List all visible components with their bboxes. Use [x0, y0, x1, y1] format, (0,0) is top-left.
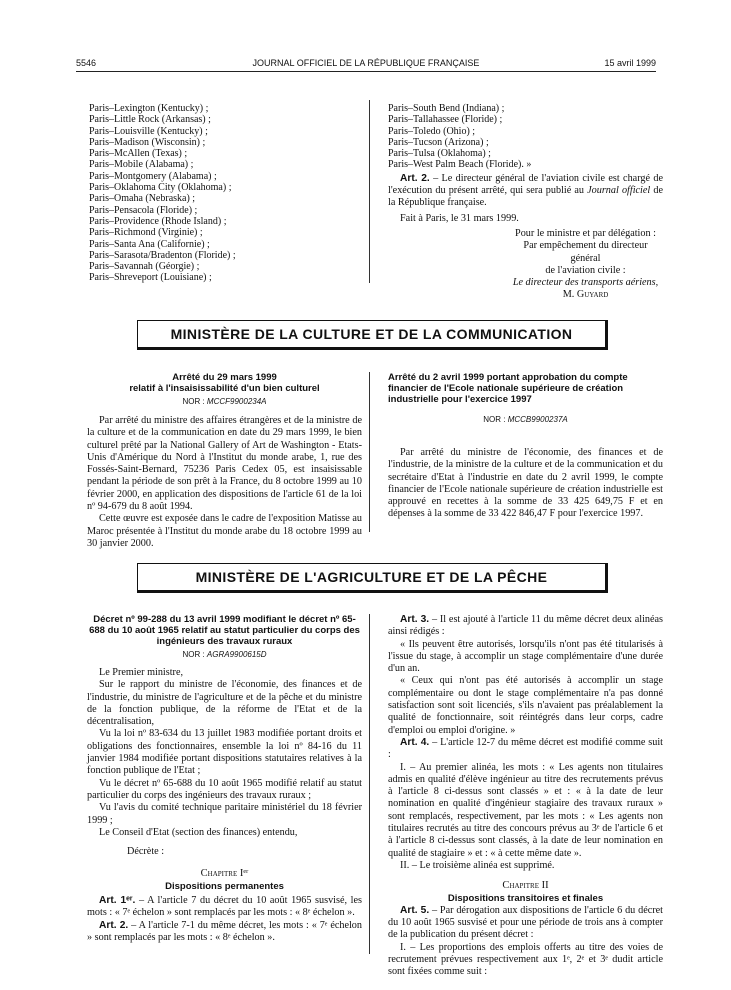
route-item: Paris–Richmond (Virginie) ;	[89, 227, 203, 239]
arrete-29-mars-title: Arrêté du 29 mars 1999 relatif à l'insaisissabilité d'un bien culturel	[129, 372, 320, 394]
route-item: Paris–Oklahoma City (Oklahoma) ;	[89, 182, 232, 194]
route-item: Paris–Mobile (Alabama) ;	[89, 159, 194, 171]
chapter-1-heading: Chapitre Iᵉʳ	[200, 868, 249, 880]
article-1: Art. 1ᵉʳ. – A l'article 7 du décret du 10 août 1965 susvisé, les mots : « 7ᵉ échelon » sont remplacés par les mots : « 8ᵉ échelon ».	[87, 895, 362, 919]
signature-line-4: Le directeur des transports aériens,	[512, 277, 659, 289]
route-item: Paris–Tallahassee (Floride) ;	[388, 114, 503, 126]
arrete-2-avril	[388, 372, 663, 521]
column-divider	[369, 100, 370, 283]
signature-block	[388, 228, 663, 302]
route-item: Paris–Shreveport (Louisiane) ;	[89, 272, 212, 284]
arrete-29-mars-para-2: Cette œuvre est exposée dans le cadre de l'exposition Matisse au Maroc présentée à l'Institut du monde arabe du 18 octobre 1999 au 30 janvier 2000.	[87, 513, 362, 549]
article-5-i: I. – Les proportions des emplois offerts au titre des voies de recrutement prévues respectivement aux 1ᵉ, 2ᵉ et 3ᵉ dudit article sont fixées comme suit :	[388, 941, 663, 978]
page-header	[76, 57, 656, 69]
arrete-29-mars-para-1: Par arrêté du ministre des affaires étrangères et de la ministre de la culture et de la communication en date du 29 mars 1999, le bien culturel prêté par la National Gallery of Art de Washington - Etats-Unis d'Amérique du Nord à l'Institut du monde arabe, 1, rue des Fossés-Saint-Bernard, 75236 Paris Cedex 05, est insaisissable pendant la période de son prêt à la France, du 8 octobre 1999 au 10 février 2000, en application des dispositions de l'article 61 de la loi nº 94-679 du 8 août 1994.	[87, 415, 362, 513]
article-4-ii: II. – Le troisième alinéa est supprimé.	[400, 859, 555, 871]
chapter-1-title: Dispositions permanentes	[165, 880, 284, 892]
decret-visa-3: Vu le décret nº 65-688 du 10 août 1965 modifié relatif au statut particulier du corps des ingénieurs des travaux ruraux ;	[87, 777, 362, 801]
decret-decrete: Décrète :	[127, 846, 165, 858]
route-item: Paris–Louisville (Kentucky) ;	[89, 125, 208, 137]
signature-line-3: de l'aviation civile :	[545, 264, 626, 276]
route-item: Paris–Santa Ana (Californie) ;	[89, 238, 210, 250]
route-item: Paris–Sarasota/Bradenton (Floride) ;	[89, 249, 236, 261]
issue-date: 15 avril 1999	[604, 58, 656, 68]
column-divider	[369, 614, 370, 954]
arrete-2-avril-para-1: Par arrêté du ministre de l'économie, des finances et de l'industrie, de la ministre de la culture et de la communication et du secrétaire d'Etat à l'industrie en date du 2 avril 1999, le compte financier de l'Ecole nationale supérieure de création industrielle est approuvé en recettes à la somme de 33 425 649,75 F et en dépenses à la somme de 33 422 846,47 F pour l'exercice 1997.	[388, 447, 663, 520]
route-item: Paris–West Palm Beach (Floride). »	[388, 159, 532, 171]
decret-visa-1: Sur le rapport du ministre de l'économie, des finances et de l'industrie, du ministre de l'agriculture et de la pêche et du ministre de la fonction publique, de la réforme de l'Etat et de la décentralisation,	[87, 679, 362, 728]
decret-title: Décret nº 99-288 du 13 avril 1999 modifiant le décret nº 65-688 du 10 août 1965 relatif au statut particulier du corps des ingénieurs des travaux ruraux	[89, 614, 360, 647]
route-item: Paris–South Bend (Indiana) ;	[388, 103, 505, 114]
route-item: Paris–Toledo (Ohio) ;	[388, 125, 476, 137]
page-number: 5546	[76, 58, 97, 68]
decret-visa-4: Vu l'avis du comité technique paritaire ministériel du 18 février 1999 ;	[87, 802, 362, 826]
route-item: Paris–Pensacola (Floride) ;	[89, 204, 198, 216]
chapter-2-heading: Chapitre II	[502, 880, 549, 892]
decret-left-column	[87, 614, 362, 944]
signatory-name: M. Guyard	[562, 289, 609, 301]
route-item: Paris–Tulsa (Oklahoma) ;	[388, 148, 491, 160]
article-4: Art. 4. – L'article 12-7 du même décret est modifié comme suit :	[388, 736, 663, 761]
journal-title: JOURNAL OFFICIEL DE LA RÉPUBLIQUE FRANÇAISE	[252, 58, 480, 68]
route-item: Paris–Omaha (Nebraska) ;	[89, 193, 196, 205]
decret-visa-2: Vu la loi nº 83-634 du 13 juillet 1983 modifiée portant droits et obligations des fonctionnaires, ensemble la loi nº 84-16 du 11 janvier 1984 modifiée portant dispositions statutaires relatives à la fonction publique de l'Etat ;	[87, 728, 362, 777]
chapter-2-title: Dispositions transitoires et finales	[447, 892, 604, 904]
route-item: Paris–Providence (Rhode Island) ;	[89, 215, 227, 227]
routes-left-list	[89, 103, 359, 284]
signature-date: Fait à Paris, le 31 mars 1999.	[400, 212, 519, 224]
signature-line-1: Pour le ministre et par délégation :	[515, 227, 656, 239]
aviation-right-column	[388, 103, 663, 302]
article-2: Art. 2. – A l'article 7-1 du même décret, les mots : « 7ᵉ échelon » sont remplacés par les mots : « 8ᵉ échelon ».	[87, 919, 362, 943]
route-item: Paris–Savannah (Géorgie) ;	[89, 261, 200, 273]
nor-reference: NOR : AGRA9900615D	[182, 650, 267, 659]
ministry-culture-banner: MINISTÈRE DE LA CULTURE ET DE LA COMMUNICATION	[137, 320, 608, 350]
routes-right-list	[388, 103, 663, 171]
route-item: Paris–Tucson (Arizona) ;	[388, 136, 489, 148]
route-item: Paris–McAllen (Texas) ;	[89, 148, 188, 160]
decret-intro: Le Premier ministre,	[99, 667, 184, 678]
decret-visa-5: Le Conseil d'Etat (section des finances) entendu,	[99, 826, 298, 838]
nor-reference: NOR : MCCF9900234A	[182, 397, 267, 406]
ministry-agriculture-banner: MINISTÈRE DE L'AGRICULTURE ET DE LA PÊCHE	[137, 563, 608, 593]
route-item: Paris–Lexington (Kentucky) ;	[89, 103, 209, 114]
article-3: Art. 3. – Il est ajouté à l'article 11 du même décret deux alinéas ainsi rédigés :	[388, 614, 663, 638]
article-5: Art. 5. – Par dérogation aux dispositions de l'article 6 du décret du 10 août 1965 susvisé et pour une période de trois ans à compter de la publication du présent décret :	[388, 904, 663, 941]
nor-reference: NOR : MCCB9900237A	[483, 415, 568, 424]
route-item: Paris–Madison (Wisconsin) ;	[89, 136, 206, 148]
article-2-aviation: Art. 2. – Le directeur général de l'aviation civile est chargé de l'exécution du présent arrêté, qui sera publié au Journal officiel de la République française.	[388, 172, 663, 209]
article-3-quote-1: « Ils peuvent être autorisés, lorsqu'ils n'ont pas été titularisés à l'issue du stage, à accomplir un stage complémentaire d'une durée d'un an.	[388, 638, 663, 675]
route-item: Paris–Montgomery (Alabama) ;	[89, 170, 217, 182]
arrete-29-mars	[87, 372, 362, 550]
column-divider	[369, 372, 370, 532]
article-3-quote-2: « Ceux qui n'ont pas été autorisés à accomplir un stage complémentaire ou dont le stage complémentaire n'a pas donné satisfaction sont soit licenciés, s'ils n'avaient pas préalablement la qualité de fonctionnaire, soit réintégrés dans leur corps, cadre d'emploi ou emploi d'origine. »	[388, 675, 663, 736]
arrete-2-avril-title: Arrêté du 2 avril 1999 portant approbation du compte financier de l'Ecole nationale supérieure de création industrielle pour l'exercice 1997	[388, 372, 628, 405]
article-4-i: I. – Au premier alinéa, les mots : « Les agents non titulaires admis en qualité d'élève ingénieur au titre des recrutements prévus à l'article 8 ci-dessus sont classés » et : « à la date de leur nomination en qualité d'ingénieur stagiaire des travaux ruraux » sont remplacés, respectivement, par les mots : « Les agents non titulaires recrutés au titre des concours prévus au 3ᵉ de l'article 6 et à l'article 8 ci-dessus sont classés, à la date de leur nomination en qualité de stagiaire » et : « à cette même date ».	[388, 761, 663, 859]
signature-line-2: Par empêchement du directeur général	[523, 240, 648, 264]
route-item: Paris–Little Rock (Arkansas) ;	[89, 114, 211, 126]
decret-right-column	[388, 614, 663, 979]
header-rule	[76, 71, 656, 72]
